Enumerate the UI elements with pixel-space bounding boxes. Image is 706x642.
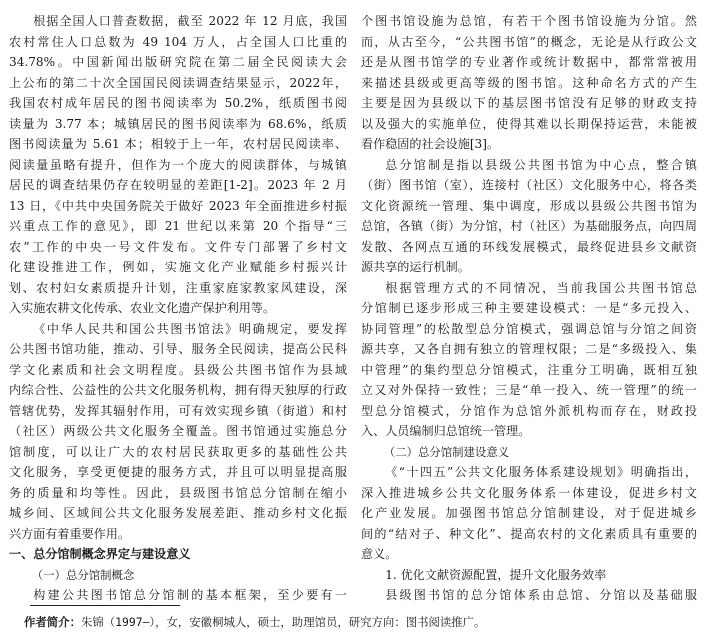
text-line: 立又对外保持一致性；三是“单一投入、统一管理”的统一 xyxy=(361,383,697,397)
text-line: 文化资源统一管理、集中调度，形成以县级公共图书馆为 xyxy=(361,198,697,213)
text-line: 型总分馆模式，分馆作为总馆外派机构而存在，财政投 xyxy=(361,403,697,418)
text-line: 务的质量和均等性。因此，县级图书馆总分馆制在缩小 xyxy=(9,485,347,500)
text-line: 划、农村妇女素质提升计划，注重家庭家教家风建设，深 xyxy=(9,280,347,295)
text-line: 《“十四五”公共文化服务体系建设规划》明确指出， xyxy=(385,465,697,479)
text-line: 看作稳固的社会设施[3]。 xyxy=(361,137,500,151)
text-line: 根据管理方式的不同情况，当前我国公共图书馆总 xyxy=(385,280,697,295)
text-line: 化建设推进工作，例如，实施文化产业赋能乡村振兴计 xyxy=(9,260,347,274)
text-line: 县级图书馆的总分馆体系由总馆、分馆以及基础服 xyxy=(385,588,697,602)
text-line: 馆制度，可以让广大的农村居民获取更多的基础性公共 xyxy=(9,444,347,459)
text-line: 公共图书馆功能，推动、引导、服务全民阅读，提高公民科 xyxy=(9,342,347,356)
text-line: 读量为 3.77 本；城镇居民的图书阅读率为 68.6%，纸质 xyxy=(9,116,347,131)
text-line: 来描述县级或更高等级的图书馆。这种命名方式的产生 xyxy=(361,75,697,90)
text-line: 兴方面有着重要作用。 xyxy=(9,526,130,541)
left-column xyxy=(9,11,347,606)
text-line: 图书阅读量为 5.61 本；相较于上一年，农村居民阅读率、 xyxy=(9,137,347,151)
text-line: 意义。 xyxy=(361,547,398,561)
text-line: 分馆制已逐步形成三种主要建设模式：一是“多元投入、 xyxy=(361,301,697,315)
text-line: （二）总分馆制建设意义 xyxy=(383,444,510,459)
text-line: 构建公共图书馆总分馆制的基本框架，至少要有一 xyxy=(33,588,347,602)
text-line: 化产业发展。加强图书馆总分馆制建设，对于促进城乡 xyxy=(361,506,697,520)
text-line: 入实施农耕文化传承、农业文化遗产保护利用等。 xyxy=(9,301,276,315)
footnote-divider xyxy=(30,605,180,606)
footnote-label: 作者简介： xyxy=(24,615,81,629)
text-line: 《中华人民共和国公共图书馆法》明确规定，要发挥 xyxy=(33,321,347,336)
text-line: 以及强大的实施单位，使得其难以长期保持运营，未能被 xyxy=(361,116,697,131)
text-line: 内综合性、公益性的公共文化服务机构，拥有得天独厚的行政 xyxy=(9,383,347,397)
text-line: 而，从古至今，“公共图书馆”的概念，无论是从行政公文 xyxy=(361,34,697,49)
text-line: 学文化素质和社会文明程度。县级公共图书馆作为县域 xyxy=(9,362,347,377)
author-footnote xyxy=(24,613,694,631)
text-line: 总分馆制是指以县级公共图书馆为中心点，整合镇 xyxy=(385,157,697,172)
text-line: 中管理”的集约型总分馆模式，注重分工明确，既相互独 xyxy=(361,362,697,377)
text-line: 间的“结对子、种文化”、提高农村的文化素质具有重要的 xyxy=(361,526,697,541)
text-line: 发散、各网点互通的环线发展模式，最终促进县乡文献资 xyxy=(361,239,697,254)
text-line: 居民的调查结果仍存在较明显的差距[1-2]。2023 年 2 月 xyxy=(9,178,347,192)
text-line: 城乡间、区域间公共文化服务发展差距、推动乡村文化振 xyxy=(9,506,347,520)
right-column xyxy=(361,11,697,606)
text-line: 还是从图书馆学的专业著作或统计数据中，都常常被用 xyxy=(361,55,697,69)
text-line: 协同管理”的松散型总分馆模式，强调总馆与分馆之间资 xyxy=(361,321,697,336)
text-line: 文化服务，享受更便捷的服务方式，并且可以明显提高服 xyxy=(9,465,347,479)
text-line: 34.78%。中国新闻出版研究院在第二届全民阅读大会 xyxy=(9,55,347,69)
text-line: 根据全国人口普查数据，截至 2022 年 12 月底，我国 xyxy=(33,14,347,28)
text-line: 深入推进城乡公共文化服务体系一体建设，促进乡村文 xyxy=(361,485,697,500)
footnote-text: 朱锦（1997—），女，安徽桐城人，硕士，助理馆员，研究方向：图书阅读推广。 xyxy=(80,615,486,629)
text-line: 农”工作的中央一号文件发布。文件专门部署了乡村文 xyxy=(9,239,347,254)
text-line: 1. 优化文献资源配置，提升文化服务效率 xyxy=(385,567,607,582)
text-line: 源共享的运行机制。 xyxy=(361,260,470,274)
text-line: 我国农村成年居民的图书阅读率为 50.2%，纸质图书阅 xyxy=(9,96,347,110)
text-line: 总馆，各镇（街）为分馆，村（社区）为基础服务点，向四周 xyxy=(361,219,697,233)
text-line: 农村常住人口总数为 49 104 万人，占全国人口比重的 xyxy=(9,34,347,49)
text-line: 管辖优势，发挥其辐射作用，可有效实现乡镇（街道）和村 xyxy=(9,403,347,418)
text-line: （街）图书馆（室），连接村（社区）文化服务中心，将各类 xyxy=(361,178,697,192)
text-line: 个图书馆设施为总馆，有若干个图书馆设施为分馆。然 xyxy=(361,14,697,28)
text-line: 源共享，又各自拥有独立的管理权限；二是“多级投入、集 xyxy=(361,342,697,356)
text-line: 入、人员编制归总馆统一管理。 xyxy=(361,424,531,438)
text-line: （社区）两级公共文化服务全覆盖。图书馆通过实施总分 xyxy=(9,424,347,438)
text-line: 主要是因为县级以下的基层图书馆没有足够的财政支持 xyxy=(361,96,697,110)
text-line: 兴重点工作的意见》，即 21 世纪以来第 20 个指导“三 xyxy=(9,219,347,233)
text-line: 阅读量虽略有提升，但作为一个庞大的阅读群体，与城镇 xyxy=(9,157,347,172)
text-line: 一、总分馆制概念界定与建设意义 xyxy=(9,547,191,561)
text-line: 上公布的第二十次全国国民阅读调查结果显示，2022年， xyxy=(9,75,347,90)
text-line: （一）总分馆制概念 xyxy=(31,567,135,582)
text-line: 13 日，《中共中央国务院关于做好 2023 年全面推进乡村振 xyxy=(9,198,347,213)
